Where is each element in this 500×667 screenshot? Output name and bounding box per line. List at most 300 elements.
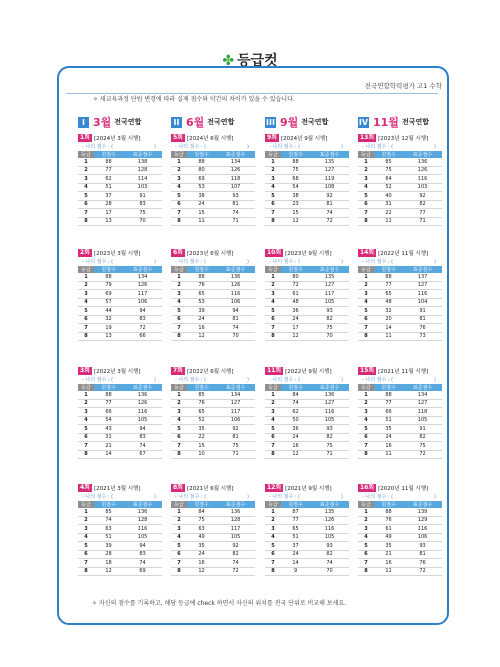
table-cell: 77	[94, 166, 123, 175]
table-cell: 4	[358, 533, 374, 542]
table-row	[78, 567, 162, 576]
table-row	[78, 324, 162, 333]
table-row	[265, 442, 349, 451]
table-cell: 7	[171, 442, 187, 451]
table-cell: 7	[78, 442, 94, 451]
table-row	[358, 192, 442, 201]
table-cell: 75	[281, 166, 310, 175]
header-raw: 원점수	[94, 501, 123, 508]
grade-table	[265, 151, 349, 226]
exam-name: 전국연합	[301, 118, 329, 126]
exam-date: [2022년 9월 시행]	[285, 368, 332, 375]
table-row	[358, 166, 442, 175]
table-row	[171, 408, 255, 417]
table-row	[78, 290, 162, 299]
table-row	[171, 307, 255, 316]
grade-table	[358, 384, 442, 459]
table-cell: 1	[265, 391, 281, 399]
table-cell: 72	[216, 567, 255, 576]
table-cell: 12	[281, 217, 310, 226]
table-cell: 8	[358, 567, 374, 576]
table-row	[358, 542, 442, 551]
table-cell: 6	[78, 433, 94, 442]
table-cell: 92	[216, 425, 255, 434]
table-cell: 8	[78, 567, 94, 576]
table-cell: 7	[265, 559, 281, 568]
my-score-line[interactable]	[265, 142, 349, 151]
table-cell: 3	[78, 290, 94, 299]
table-row	[171, 290, 255, 299]
table-cell: 117	[310, 290, 349, 299]
table-cell: 71	[216, 217, 255, 226]
my-score-line[interactable]	[78, 375, 162, 384]
table-header-row	[265, 266, 349, 273]
table-cell: 7	[171, 559, 187, 568]
table-row	[358, 200, 442, 209]
table-row	[265, 192, 349, 201]
my-score-label: - 나의 점수 : (	[82, 259, 114, 265]
table-cell: 14	[281, 559, 310, 568]
table-cell: 11	[374, 217, 403, 226]
grade-table	[265, 384, 349, 459]
my-score-line[interactable]	[78, 142, 162, 151]
table-cell: 65	[187, 408, 216, 417]
my-score-label: - 나의 점수 : (	[362, 494, 394, 500]
table-row	[78, 408, 162, 417]
table-cell: 35	[187, 425, 216, 434]
round-badge: 11회	[267, 366, 282, 374]
table-row	[171, 559, 255, 568]
table-cell: 3	[265, 175, 281, 184]
table-cell: 37	[281, 542, 310, 551]
table-cell: 16	[187, 559, 216, 568]
my-score-line[interactable]	[171, 257, 255, 266]
table-cell: 72	[281, 281, 310, 290]
header-raw: 원점수	[281, 384, 310, 391]
exam-date: [2024년 9월 시행]	[280, 135, 328, 142]
my-score-line[interactable]	[358, 375, 442, 384]
table-cell: 63	[94, 525, 123, 534]
my-score-close: )	[154, 376, 156, 383]
table-cell: 85	[94, 508, 123, 516]
table-cell: 82	[310, 550, 349, 559]
exam-date: [2023년 9월 시행]	[285, 250, 332, 257]
table-header-row	[358, 151, 442, 158]
table-cell: 3	[78, 175, 94, 184]
table-cell: 126	[310, 516, 349, 525]
table-cell: 76	[403, 324, 442, 333]
table-cell: 1	[78, 391, 94, 399]
my-score-label: - 나의 점수 : (	[269, 377, 301, 383]
exam-block	[171, 483, 255, 576]
table-cell: 62	[94, 175, 123, 184]
table-header-row	[358, 501, 442, 508]
table-cell: 5	[358, 542, 374, 551]
table-cell: 63	[187, 525, 216, 534]
table-cell: 19	[94, 324, 123, 333]
table-cell: 6	[78, 550, 94, 559]
table-cell: 69	[123, 567, 162, 576]
header-raw: 원점수	[374, 151, 403, 158]
header-raw: 원점수	[374, 384, 403, 391]
table-cell: 105	[123, 533, 162, 542]
table-cell: 11	[374, 450, 403, 459]
my-score-line[interactable]	[171, 492, 255, 501]
table-cell: 116	[403, 525, 442, 534]
table-cell: 2	[358, 166, 374, 175]
table-cell: 4	[265, 533, 281, 542]
table-cell: 54	[94, 416, 123, 425]
table-cell: 77	[94, 399, 123, 408]
table-cell: 74	[94, 516, 123, 525]
table-cell: 81	[216, 433, 255, 442]
table-cell: 75	[374, 166, 403, 175]
table-cell: 91	[123, 192, 162, 201]
my-score-close: )	[434, 376, 436, 383]
header-standard: 표준점수	[403, 384, 442, 391]
table-cell: 4	[171, 298, 187, 307]
my-score-label: - 나의 점수 : (	[269, 494, 301, 500]
table-cell: 70	[310, 332, 349, 341]
table-cell: 129	[403, 516, 442, 525]
table-cell: 4	[358, 416, 374, 425]
table-cell: 72	[310, 217, 349, 226]
table-cell: 72	[123, 324, 162, 333]
table-cell: 127	[403, 399, 442, 408]
round-badge: 9회	[267, 133, 277, 141]
table-cell: 35	[187, 542, 216, 551]
table-cell: 83	[123, 200, 162, 209]
grade-table	[265, 266, 349, 341]
table-cell: 74	[216, 209, 255, 218]
block-header	[78, 366, 162, 375]
table-cell: 61	[374, 525, 403, 534]
table-cell: 88	[374, 391, 403, 399]
table-cell: 127	[310, 399, 349, 408]
header-raw: 원점수	[281, 266, 310, 273]
table-cell: 43	[94, 425, 123, 434]
table-cell: 5	[358, 307, 374, 316]
table-row	[358, 433, 442, 442]
table-cell: 118	[403, 408, 442, 417]
table-row	[265, 550, 349, 559]
header-standard: 표준점수	[216, 151, 255, 158]
exam-block	[171, 248, 255, 341]
table-cell: 36	[281, 425, 310, 434]
table-cell: 9	[281, 567, 310, 576]
table-cell: 4	[358, 183, 374, 192]
exam-block	[358, 133, 442, 226]
table-cell: 72	[403, 567, 442, 576]
header-standard: 표준점수	[310, 501, 349, 508]
table-cell: 77	[374, 399, 403, 408]
exam-block	[78, 133, 162, 226]
my-score-close: )	[341, 493, 343, 500]
table-cell: 135	[310, 273, 349, 281]
table-cell: 4	[358, 298, 374, 307]
table-cell: 7	[171, 209, 187, 218]
table-row	[171, 298, 255, 307]
table-cell: 94	[123, 307, 162, 316]
table-cell: 62	[281, 408, 310, 417]
table-header-row	[265, 501, 349, 508]
table-cell: 74	[123, 559, 162, 568]
table-cell: 105	[310, 416, 349, 425]
grade-table	[171, 151, 255, 226]
exam-date: [2022년 11월 시행]	[378, 250, 429, 257]
exam-month: 6월	[186, 116, 205, 129]
table-cell: 2	[171, 399, 187, 408]
clover-icon: ✤	[222, 53, 235, 69]
table-cell: 1	[171, 508, 187, 516]
table-cell: 8	[78, 332, 94, 341]
table-cell: 134	[216, 158, 255, 166]
table-cell: 66	[123, 332, 162, 341]
exam-date: [2020년 11월 시행]	[378, 485, 429, 492]
table-cell: 136	[216, 273, 255, 281]
table-row	[171, 175, 255, 184]
exam-date: [2021년 11월 시행]	[378, 368, 429, 375]
table-row	[78, 425, 162, 434]
table-cell: 11	[374, 567, 403, 576]
round-badge: 14회	[360, 248, 375, 256]
table-cell: 7	[265, 324, 281, 333]
table-cell: 1	[78, 158, 94, 166]
table-cell: 103	[123, 183, 162, 192]
table-cell: 1	[171, 158, 187, 166]
my-score-line[interactable]	[265, 257, 349, 266]
table-row	[171, 281, 255, 290]
table-cell: 6	[78, 200, 94, 209]
table-cell: 135	[310, 158, 349, 166]
table-cell: 114	[123, 175, 162, 184]
table-cell: 17	[94, 209, 123, 218]
table-cell: 7	[78, 324, 94, 333]
table-cell: 136	[403, 158, 442, 166]
round-badge: 13회	[360, 133, 375, 141]
table-row	[358, 324, 442, 333]
table-row	[358, 550, 442, 559]
table-cell: 12	[94, 567, 123, 576]
table-cell: 6	[171, 550, 187, 559]
my-score-line[interactable]	[358, 257, 442, 266]
table-row	[78, 166, 162, 175]
table-cell: 7	[358, 442, 374, 451]
table-cell: 93	[403, 542, 442, 551]
my-score-line[interactable]	[78, 492, 162, 501]
table-cell: 88	[94, 391, 123, 399]
table-cell: 127	[403, 281, 442, 290]
table-cell: 74	[281, 399, 310, 408]
table-cell: 2	[265, 516, 281, 525]
table-row	[171, 525, 255, 534]
table-cell: 85	[187, 391, 216, 399]
table-row	[265, 425, 349, 434]
table-cell: 105	[310, 533, 349, 542]
my-score-line[interactable]	[358, 492, 442, 501]
table-cell: 116	[123, 525, 162, 534]
table-cell: 4	[78, 533, 94, 542]
table-row	[171, 416, 255, 425]
table-cell: 7	[78, 559, 94, 568]
table-cell: 14	[94, 450, 123, 459]
page-title: 등급컷	[237, 53, 278, 69]
table-row	[78, 391, 162, 399]
table-row	[358, 508, 442, 516]
my-score-line[interactable]	[265, 492, 349, 501]
table-header-row	[171, 266, 255, 273]
table-cell: 4	[265, 416, 281, 425]
table-cell: 103	[403, 183, 442, 192]
header-standard: 표준점수	[310, 384, 349, 391]
exam-block	[265, 248, 349, 341]
table-row	[78, 217, 162, 226]
table-row	[78, 525, 162, 534]
table-row	[265, 298, 349, 307]
exam-date: [2021년 6월 시행]	[186, 485, 234, 492]
table-cell: 39	[94, 542, 123, 551]
table-cell: 75	[310, 324, 349, 333]
table-cell: 6	[171, 200, 187, 209]
table-cell: 67	[123, 450, 162, 459]
table-cell: 24	[374, 433, 403, 442]
table-cell: 3	[78, 408, 94, 417]
table-row	[171, 332, 255, 341]
block-header	[265, 483, 349, 492]
header-standard: 표준점수	[310, 151, 349, 158]
table-cell: 5	[265, 307, 281, 316]
table-cell: 3	[358, 408, 374, 417]
table-cell: 83	[123, 315, 162, 324]
my-score-line[interactable]	[171, 142, 255, 151]
table-cell: 83	[123, 433, 162, 442]
table-cell: 93	[216, 192, 255, 201]
table-cell: 66	[374, 408, 403, 417]
exam-block	[78, 366, 162, 459]
table-cell: 93	[310, 307, 349, 316]
table-cell: 87	[281, 508, 310, 516]
my-score-close: )	[154, 493, 156, 500]
header-grade: 등급	[265, 501, 281, 508]
table-row	[358, 307, 442, 316]
my-score-line[interactable]	[78, 257, 162, 266]
table-cell: 24	[281, 315, 310, 324]
table-cell: 51	[374, 416, 403, 425]
table-header-row	[265, 384, 349, 391]
table-cell: 94	[216, 307, 255, 316]
table-row	[358, 533, 442, 542]
table-cell: 28	[94, 550, 123, 559]
table-cell: 5	[358, 425, 374, 434]
table-cell: 39	[187, 307, 216, 316]
table-row	[171, 200, 255, 209]
table-cell: 4	[265, 298, 281, 307]
table-cell: 127	[310, 281, 349, 290]
my-score-close: )	[154, 143, 156, 150]
table-cell: 93	[310, 542, 349, 551]
table-cell: 128	[123, 516, 162, 525]
table-cell: 5	[171, 307, 187, 316]
table-row	[265, 158, 349, 166]
my-score-close: )	[247, 143, 249, 150]
table-cell: 35	[374, 542, 403, 551]
header-raw: 원점수	[94, 151, 123, 158]
table-row	[171, 433, 255, 442]
table-cell: 7	[265, 442, 281, 451]
table-row	[171, 508, 255, 516]
table-row	[171, 442, 255, 451]
table-cell: 7	[358, 209, 374, 218]
exam-date: [2022년 3월 시행]	[93, 368, 141, 375]
my-score-line[interactable]	[358, 142, 442, 151]
table-cell: 82	[216, 550, 255, 559]
table-row	[358, 298, 442, 307]
table-cell: 1	[358, 508, 374, 516]
table-row	[265, 200, 349, 209]
table-row	[358, 175, 442, 184]
table-header-row	[78, 501, 162, 508]
table-cell: 3	[171, 525, 187, 534]
table-cell: 70	[123, 217, 162, 226]
my-score-line[interactable]	[171, 375, 255, 384]
table-cell: 82	[403, 433, 442, 442]
table-row	[78, 281, 162, 290]
table-cell: 7	[358, 324, 374, 333]
table-cell: 7	[171, 324, 187, 333]
table-row	[358, 273, 442, 281]
table-row	[358, 391, 442, 399]
table-cell: 116	[216, 290, 255, 299]
round-badge: 5회	[173, 133, 183, 141]
table-header-row	[265, 151, 349, 158]
header-raw: 원점수	[187, 384, 216, 391]
block-header	[78, 248, 162, 257]
table-cell: 50	[281, 416, 310, 425]
table-row	[171, 542, 255, 551]
table-row	[171, 158, 255, 166]
table-row	[265, 290, 349, 299]
table-cell: 8	[171, 450, 187, 459]
table-cell: 71	[403, 217, 442, 226]
table-cell: 15	[187, 442, 216, 451]
table-cell: 126	[123, 281, 162, 290]
exam-block	[265, 483, 349, 576]
table-cell: 5	[171, 542, 187, 551]
header-standard: 표준점수	[403, 501, 442, 508]
table-cell: 1	[78, 273, 94, 281]
table-row	[265, 332, 349, 341]
table-row	[171, 550, 255, 559]
my-score-line[interactable]	[265, 375, 349, 384]
roman-numeral: I	[78, 117, 89, 128]
table-cell: 31	[94, 433, 123, 442]
table-row	[265, 175, 349, 184]
table-cell: 6	[358, 200, 374, 209]
table-header-row	[78, 151, 162, 158]
exam-name: 전국연합	[401, 118, 429, 126]
table-cell: 53	[187, 183, 216, 192]
table-cell: 5	[265, 425, 281, 434]
table-cell: 5	[265, 542, 281, 551]
table-cell: 126	[123, 399, 162, 408]
table-cell: 69	[94, 290, 123, 299]
table-cell: 88	[374, 508, 403, 516]
table-row	[265, 391, 349, 399]
grade-table	[358, 151, 442, 226]
table-cell: 15	[281, 209, 310, 218]
block-header	[358, 133, 442, 142]
table-cell: 35	[374, 425, 403, 434]
